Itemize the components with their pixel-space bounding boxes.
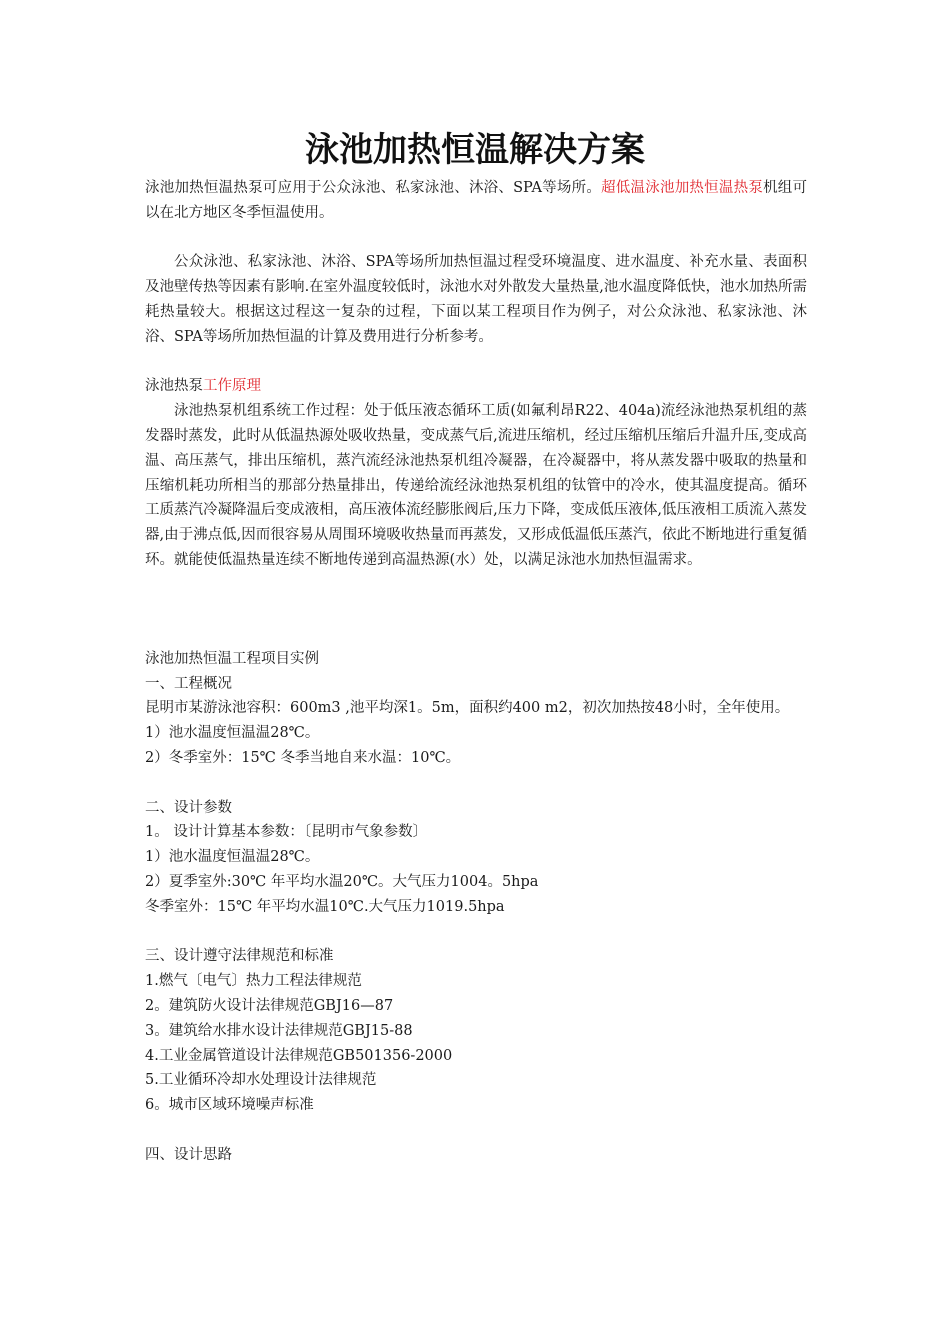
document-title: 泳池加热恒温解决方案: [305, 130, 645, 170]
principle-paragraph: 泳池热泵机组系统工作过程：处于低压液态循环工质(如氟利昂R22、404a)流经泳池热泵机组的蒸发器时蒸发，此时从低温热源处吸收热量，变成蒸气后,流进压缩机，经过压缩机压缩后升温升压,变成高温、高压蒸气，排出压缩机，蒸汽流经泳池热泵机组冷凝器，在冷凝器中，将从蒸发器中吸取的热量和压缩机耗功所相当的那部分热量排出，传递给流经泳池热泵机组的钛管中的冷水，使其温度提高。循环工质蒸汽冷凝降温后变成液相，高压液体流经膨胀阀后,压力下降，变成低压液体,低压液相工质流入蒸发器,由于沸点低,因而很容易从周围环境吸收热量而再蒸发，又形成低温低压蒸汽，依此不断地进行重复循环。就能使低温热量连续不断地传递到高温热源(水）处，以满足泳池水加热恒温需求。: [145, 403, 807, 568]
standard-item: 2。建筑防火设计法律规范GBJ16—87: [145, 997, 394, 1014]
section-1-heading: 一、工程概况: [145, 675, 232, 692]
section-2-line: 2）夏季室外:30℃ 年平均水温20℃。大气压力1004。5hpa: [145, 873, 539, 890]
section-1-line: 2）冬季室外：15℃ 冬季当地自来水温：10℃。: [145, 749, 461, 766]
standard-item: 6。城市区域环境噪声标准: [145, 1097, 314, 1114]
section-2-line: 1。 设计计算基本参数：〔昆明市气象参数〕: [145, 824, 428, 841]
section-4-heading: 四、设计思路: [145, 1146, 232, 1163]
intro-text-end: 机组可以在北方地区冬季恒温使用。: [145, 180, 808, 221]
example-heading: 泳池加热恒温工程项目实例: [145, 650, 319, 667]
section-2-heading: 二、设计参数: [145, 799, 232, 816]
working-principle-link[interactable]: 工作原理: [203, 378, 261, 395]
standard-item: 4.工业金属管道设计法律规范GB501356-2000: [145, 1047, 453, 1064]
intro-paragraph: [145, 176, 807, 226]
document-body: [145, 176, 807, 1167]
overview-paragraph: 公众泳池、私家泳池、沐浴、SPA等场所加热恒温过程受环境温度、进水温度、补充水量、表面积及池壁传热等因素有影响.在室外温度较低时，泳池水对外散发大量热量,池水温度降低快，池水加热所需耗热量较大。根据这过程这一复杂的过程，下面以某工程项目作为例子，对公众泳池、私家泳池、沐浴、SPA等场所加热恒温的计算及费用进行分析参考。: [145, 254, 807, 345]
principle-heading-text: 泳池热泵: [145, 378, 203, 395]
section-1-line: 昆明市某游泳池容积：600m3 ,池平均深1。5m，面积约400 m2，初次加热按48小时，全年使用。: [145, 700, 790, 717]
heat-pump-link[interactable]: 超低温泳池加热恒温热泵: [601, 180, 764, 196]
section-2-line: 冬季室外：15℃ 年平均水温10℃.大气压力1019.5hpa: [145, 898, 505, 915]
intro-text: 泳池加热恒温热泵可应用于公众泳池、私家泳池、沐浴、SPA等场所。: [145, 180, 602, 196]
section-1-line: 1）池水温度恒温温28℃。: [145, 725, 320, 742]
principle-heading: [145, 374, 807, 399]
standard-item: 1.燃气〔电气〕热力工程法律规范: [145, 973, 362, 990]
standard-item: 3。建筑给水排水设计法律规范GBJ15-88: [145, 1022, 413, 1039]
section-2-line: 1）池水温度恒温温28℃。: [145, 849, 320, 866]
standard-item: 5.工业循环冷却水处理设计法律规范: [145, 1072, 377, 1089]
section-3-heading: 三、设计遵守法律规范和标准: [145, 948, 334, 965]
